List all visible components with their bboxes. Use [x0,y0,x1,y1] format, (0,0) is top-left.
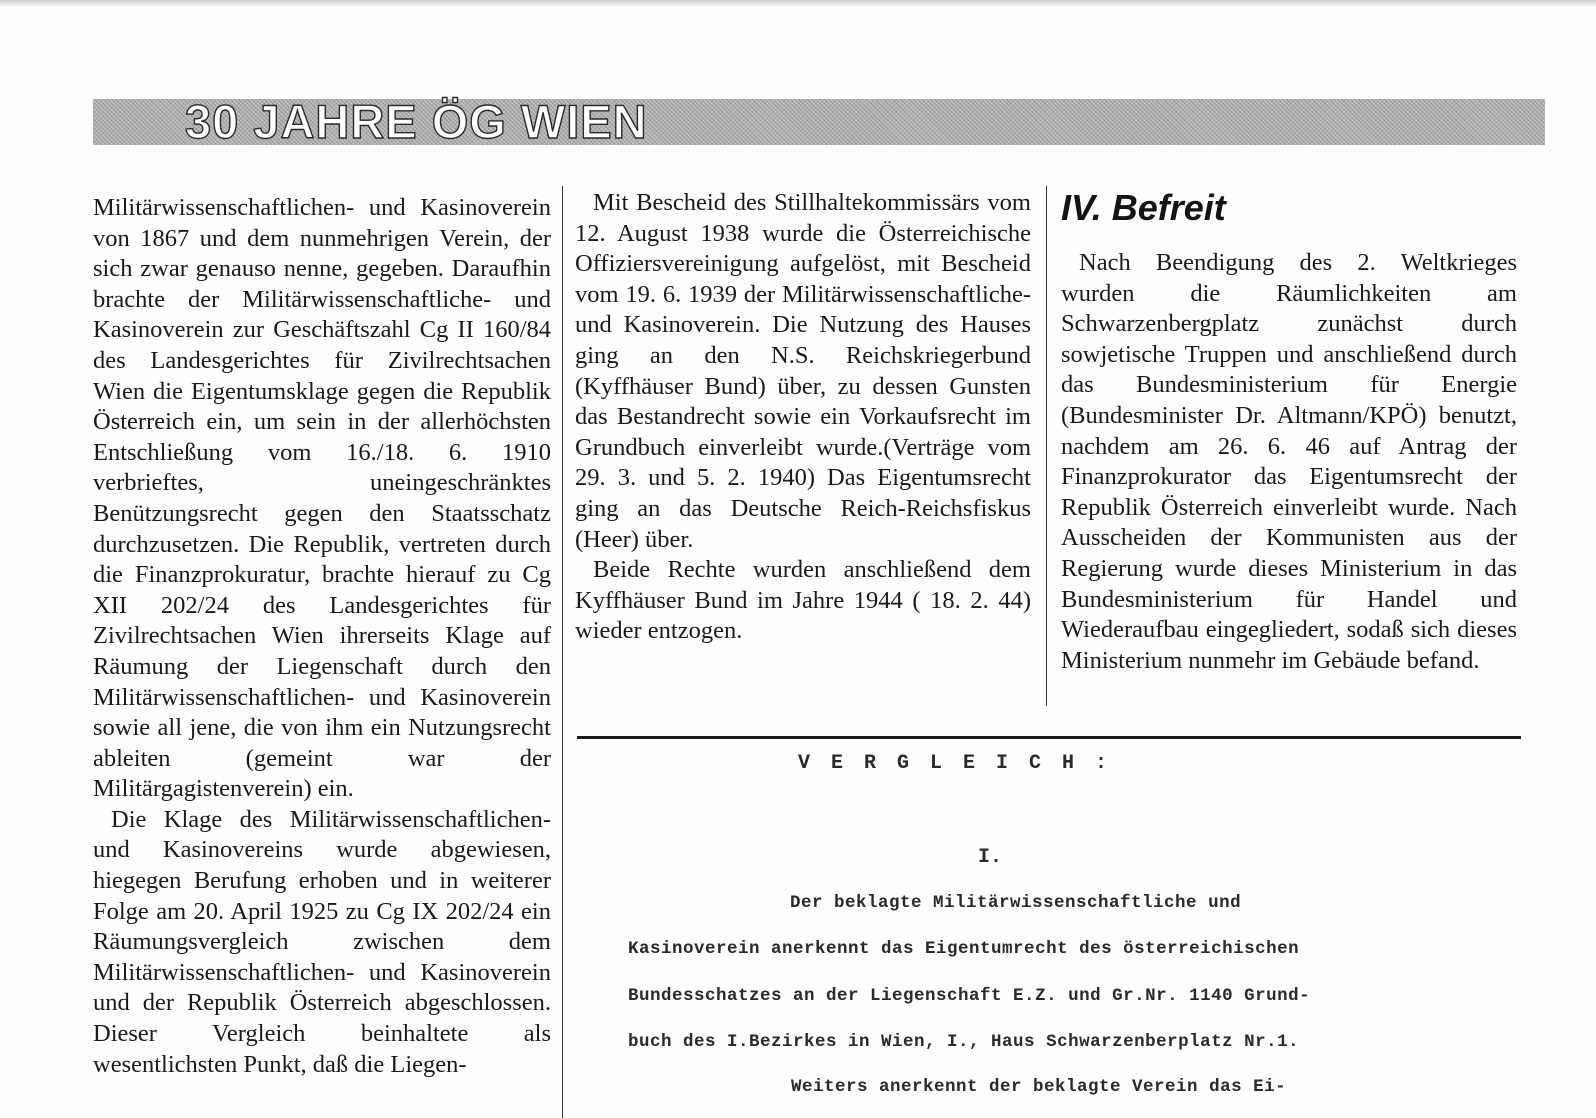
document-line: Kasinoverein anerkennt das Eigentumrecht des österreichischen [628,939,1300,959]
document-section-number: I. [978,846,1003,869]
document-line: Der beklagte Militärwissenschaftliche und [790,893,1242,913]
paragraph: Nach Beendigung des 2. Weltkrieges wurden die Räumlichkeiten am Schwarzenbergplatz zunächst durch sowjetische Truppen und anschließend durch das Bundesministerium für Energie (Bundesminister Dr. Altmann/KPÖ) benutzt, nachdem am 26. 6. 46 auf Antrag der Finanzprokurator das Eigentumsrecht der Republik Österreich einverleibt wurde. Nach Ausscheiden der Kommunisten aus der Regierung wurde dieses Ministerium in das Bundesministerium für Handel und Wiederaufbau eingegliedert, sodaß sich dieses Ministerium nunmehr im Gebäude befand. [1061,249,1517,674]
section-heading: IV. Befreit [1061,187,1226,228]
document-line: Weiters anerkennt der beklagte Verein das Ei- [791,1077,1287,1097]
horizontal-rule [577,736,1521,739]
paragraph: Die Klage des Militärwissenschaftlichen- und Kasinovereins wurde abgewiesen, hiegegen Berufung erhoben und in weiterer Folge am 20. April 1925 zu Cg IX 202/24 ein Räumungsvergleich zwischen dem Militärwissenschaftlichen- und Kasinoverein und der Republik Österreich abgeschlossen. Dieser Vergleich beinhaltete als wesentlichsten Punkt, daß die Liegen- [93,805,551,1078]
column-divider [1046,186,1047,706]
banner-title: 30 JAHRE ÖG WIEN [185,95,648,148]
paragraph: Mit Bescheid des Stillhaltekommissärs vom 12. August 1938 wurde die Österreichische Offiziersvereinigung aufgelöst, mit Bescheid vom 19. 6. 1939 der Militärwissenschaftliche- und Kasinoverein. Die Nutzung des Hauses ging an den N.S. Reichskriegerbund (Kyffhäuser Bund) über, zu dessen Gunsten das Bestandrecht sowie ein Vorkaufsrecht im Grundbuch einverleibt wurde.(Verträge vom 29. 3. und 5. 2. 1940) Das Eigentumsrecht ging an das Deutsche Reich-Reichsfiskus (Heer) über. [575,189,1031,553]
document-title: VERGLEICH: [798,752,1129,775]
paragraph: Beide Rechte wurden anschließend dem Kyffhäuser Bund im Jahre 1944 ( 18. 2. 44) wieder entzogen. [575,556,1031,645]
column-1 [93,193,551,1080]
document-line: Bundesschatzes an der Liegenschaft E.Z. und Gr.Nr. 1140 Grund- [628,986,1311,1006]
header-banner [93,95,1545,148]
column-2 [575,188,1031,647]
document-line: buch des I.Bezirkes in Wien, I., Haus Schwarzenberplatz Nr.1. [628,1032,1300,1052]
paragraph: Militärwissenschaftlichen- und Kasinoverein von 1867 und dem nunmehrigen Verein, der sich zwar genauso nenne, gegeben. Daraufhin brachte der Militärwissenschaftliche- und Kasinoverein zur Geschäftszahl Cg II 160/84 des Landesgerichtes für Zivilrechtsachen Wien die Eigentumsklage gegen die Republik Österreich ein, um sein in der allerhöchsten Entschließung vom 16./18. 6. 1910 verbrieftes, uneingeschränktes Benützungsrecht gegen den Staatsschatz durchzusetzen. Die Republik, vertreten durch die Finanzprokuratur, brachte hierauf zu Cg XII 202/24 des Landesgerichtes für Zivilrechtsachen Wien ihrerseits Klage auf Räumung der Liegenschaft durch den Militärwissenschaftlichen- und Kasinoverein sowie all jene, die von ihm ein Nutzungsrecht ableiten (gemeint war der Militärgagistenverein) ein. [93,194,551,803]
column-divider [562,186,563,1118]
scan-edge [0,0,1596,6]
column-3 [1061,248,1517,676]
